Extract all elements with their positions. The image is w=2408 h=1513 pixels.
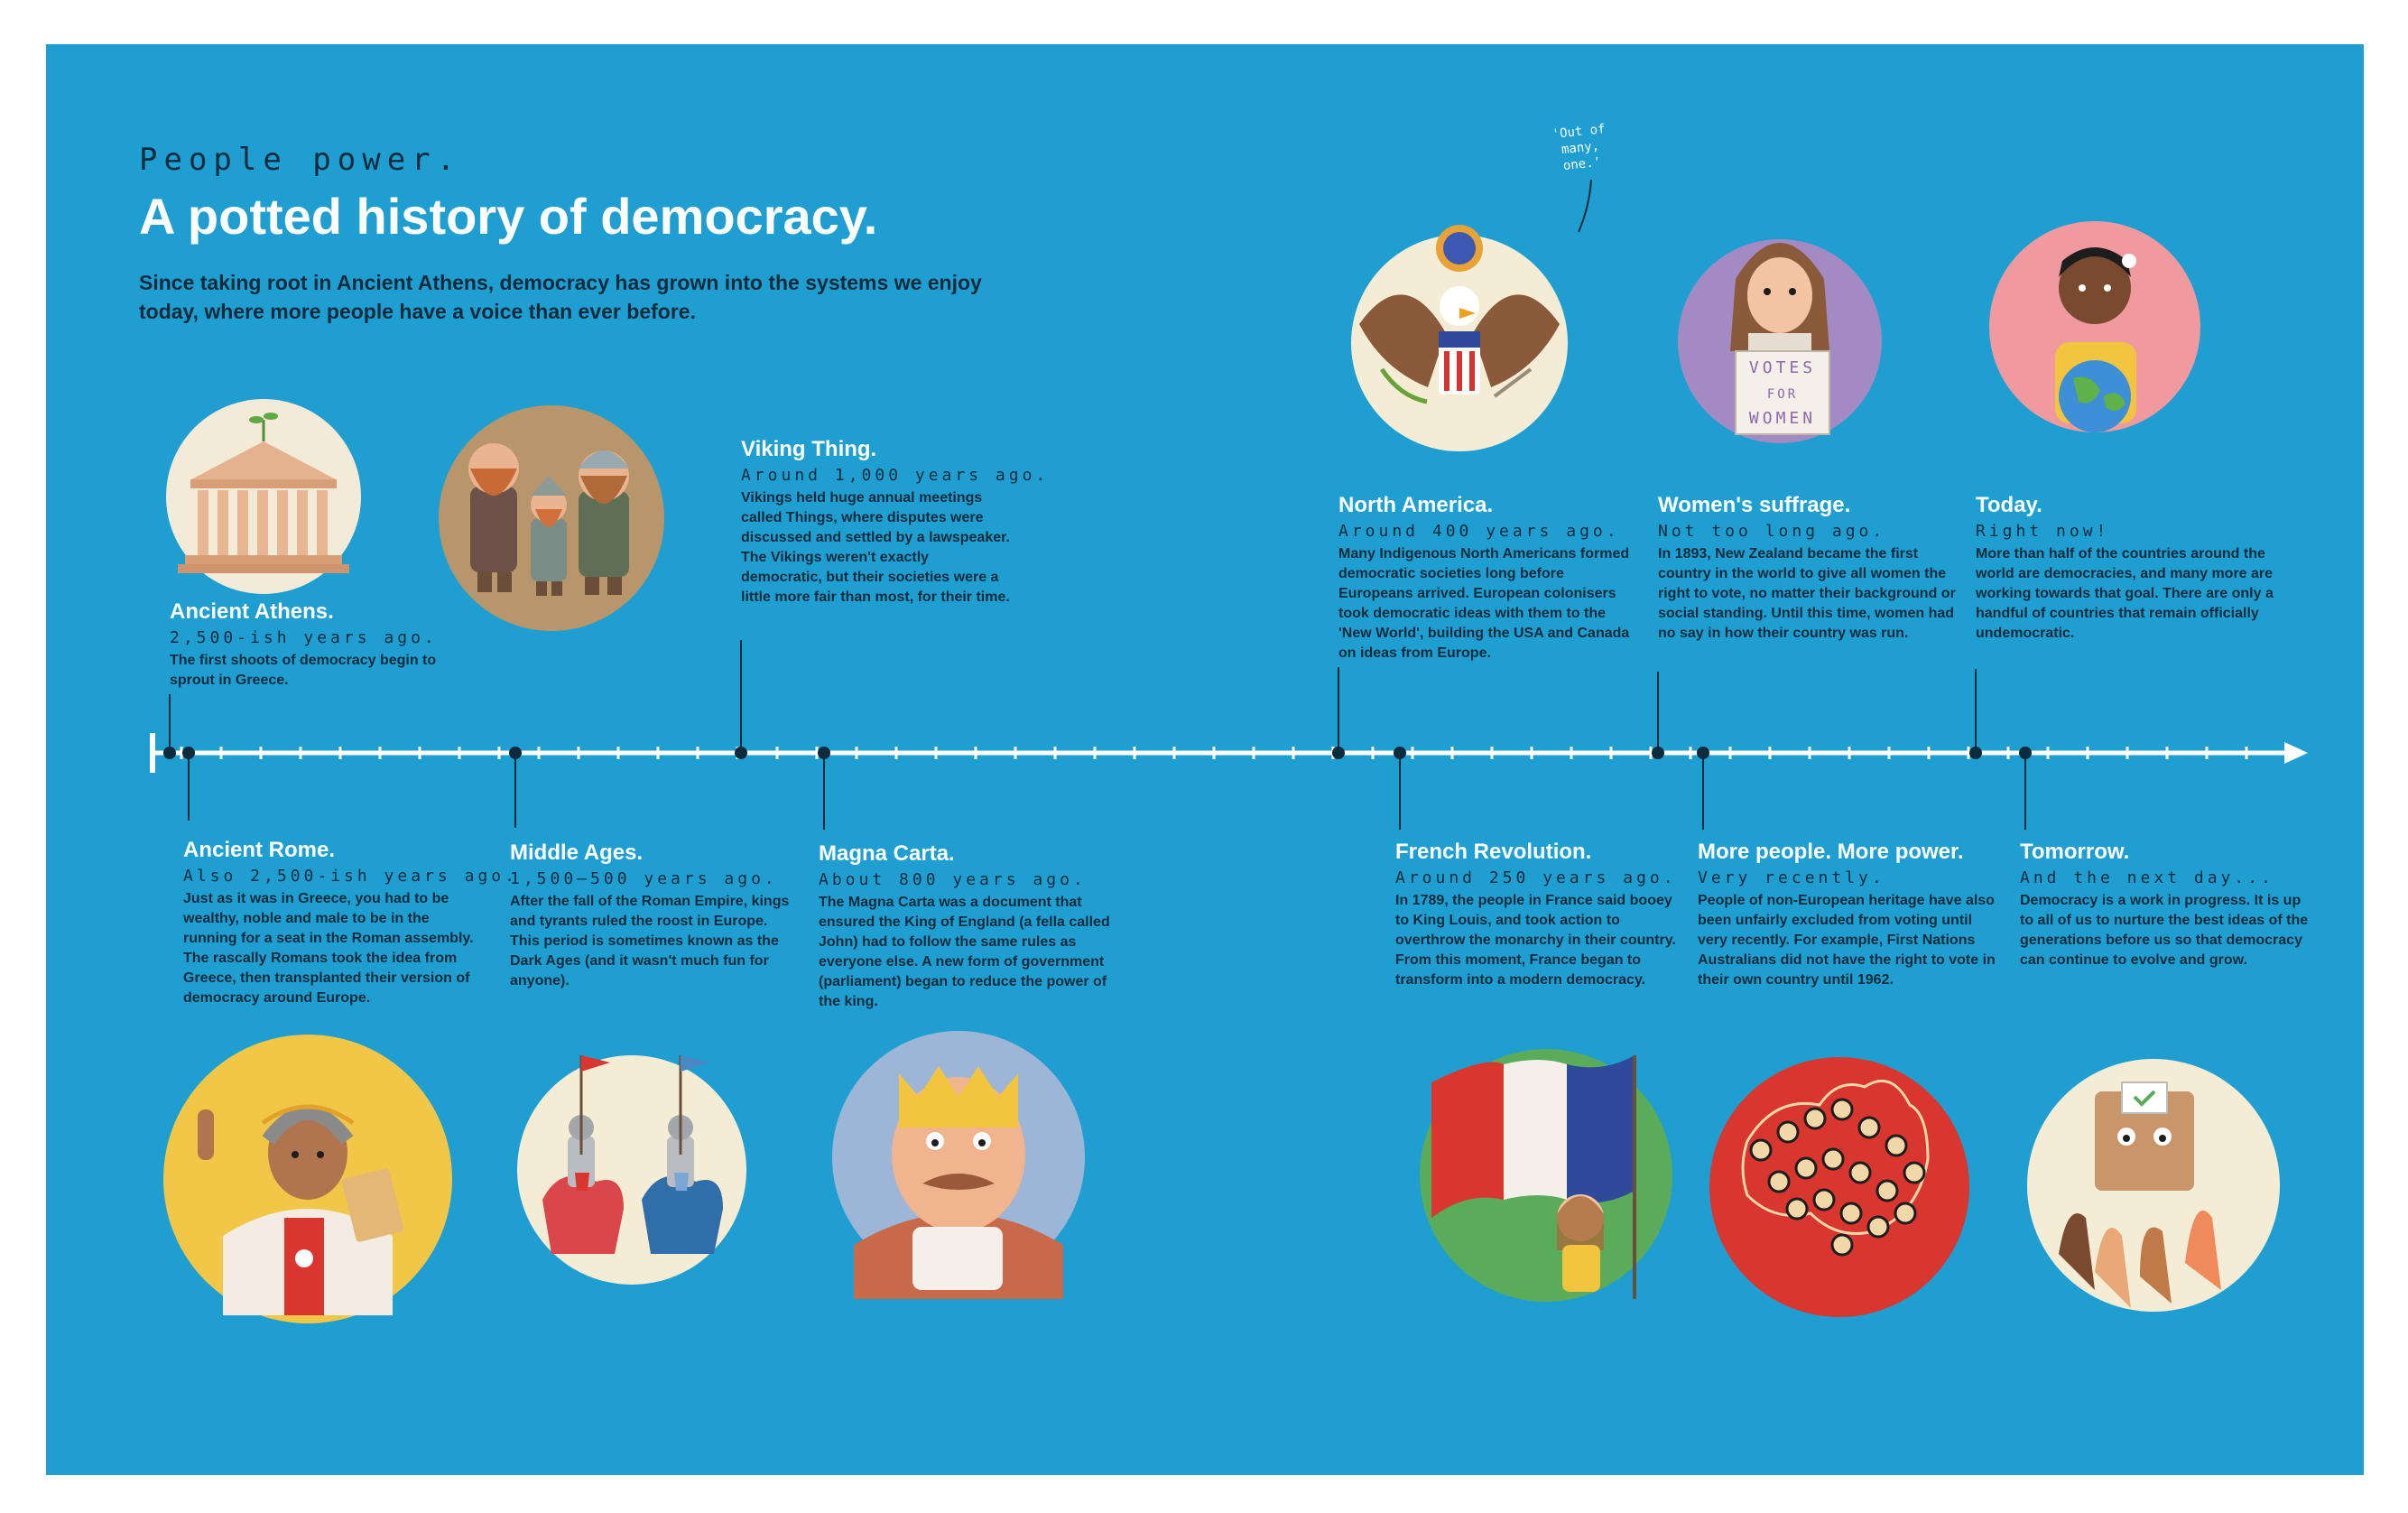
timeline-dot xyxy=(735,747,747,759)
dot-map-circle xyxy=(1823,1149,1843,1169)
motto-annotation: 'Out of many, one.' xyxy=(1551,122,1607,174)
event-magna-carta xyxy=(819,841,1116,1012)
event-title: French Revolution. xyxy=(1395,840,1592,864)
dot-map-circle xyxy=(1895,1203,1915,1223)
page-title: A potted history of democracy. xyxy=(139,188,878,245)
dot-map-circle xyxy=(1904,1163,1924,1183)
eagle-seal-illustration xyxy=(1351,225,1568,451)
dot-map-circle xyxy=(1787,1199,1807,1219)
dot-map-circle xyxy=(1778,1122,1798,1142)
child-globe-illustration xyxy=(1989,221,2200,432)
event-when: Very recently. xyxy=(1698,868,1885,887)
event-north-america xyxy=(1338,493,1636,664)
event-middle-ages xyxy=(510,840,799,991)
event-when: 2,500-ish years ago. xyxy=(170,628,438,647)
timeline-dot xyxy=(818,747,830,759)
dot-map-circle xyxy=(1868,1217,1888,1237)
dot-map-circle xyxy=(1796,1158,1816,1178)
event-when: 1,500–500 years ago. xyxy=(510,869,778,888)
dot-map-circle xyxy=(1841,1203,1861,1223)
event-text: In 1893, New Zealand became the first country in the world to give all women the right to vote, no matter their background or social standing. Until this time, women had no say in how their country was run. xyxy=(1658,546,1956,641)
dot-map-circle xyxy=(1877,1181,1897,1201)
dot-map-circle xyxy=(1859,1118,1879,1137)
vikings-illustration xyxy=(439,405,664,631)
event-viking-thing xyxy=(741,437,1050,608)
roman-senator-illustration xyxy=(163,1035,452,1323)
sign-women: WOMEN xyxy=(1748,409,1817,428)
dot-map-circle xyxy=(1769,1172,1789,1192)
motto-pointer xyxy=(1579,180,1591,232)
event-title: Today. xyxy=(1976,493,2042,517)
event-text: The Magna Carta was a document that ensured the King of England (a fella called John) had to follow the same rules as everyone else. A new form of government (parliament) began to reduce the power of the king. xyxy=(819,895,1110,1009)
event-title: North America. xyxy=(1338,493,1494,517)
timeline-dot xyxy=(1969,747,1982,759)
event-text: After the fall of the Roman Empire, kings and tyrants ruled the roost in Europe. This period is sometimes known as the Dark Ages (and it wasn't much fun for anyone). xyxy=(510,894,790,989)
event-text: In 1789, the people in France said booey to King Louis, and took action to overthrow the monarchy in their country. From this moment, France began to transform into a modern democracy. xyxy=(1395,893,1676,988)
dot-map-circle xyxy=(1850,1163,1870,1183)
event-text: People of non-European heritage have also been unfairly excluded from voting until very recently. For example, First Nations Australians did not have the right to vote in their own country until 1962. xyxy=(1698,893,1996,988)
timeline-dot xyxy=(2019,747,2032,759)
illustrations-layer xyxy=(46,44,2364,1475)
timeline-dot xyxy=(1394,747,1406,759)
timeline-dot xyxy=(1332,747,1345,759)
event-title: Ancient Rome. xyxy=(183,838,336,862)
event-ancient-athens xyxy=(170,599,440,691)
timeline-dot xyxy=(182,747,195,759)
event-when: Right now! xyxy=(1976,522,2110,541)
event-when: Around 1,000 years ago. xyxy=(741,466,1050,485)
event-when: Also 2,500-ish years ago. xyxy=(183,867,518,886)
knights-illustration xyxy=(517,1055,746,1285)
dot-map-circle xyxy=(1814,1190,1834,1210)
event-title: Magna Carta. xyxy=(819,841,955,866)
event-text: Vikings held huge annual meetings called Things, where disputes were discussed and settled by a lawspeaker. The Vikings weren't exactly democratic, but their societies were a little more fair than most, for their time. xyxy=(741,490,1010,605)
event-ancient-rome xyxy=(183,838,518,1008)
king-illustration xyxy=(832,1031,1085,1299)
event-text: Democracy is a work in progress. It is up to all of us to nurture the best ideas of the generations before us so that democracy can continue to evolve and grow. xyxy=(2020,893,2309,968)
sign-votes: VOTES xyxy=(1748,358,1817,377)
timeline-arrow-icon xyxy=(2284,742,2308,764)
dot-map-circle xyxy=(1751,1140,1771,1160)
event-more-people-more-power xyxy=(1698,840,1996,990)
dot-map-circle xyxy=(1832,1235,1852,1255)
event-today xyxy=(1976,493,2274,644)
event-title: Tomorrow. xyxy=(2020,840,2130,864)
event-when: Around 250 years ago. xyxy=(1395,868,1677,887)
event-when: And the next day... xyxy=(2020,868,2274,887)
event-text: Many Indigenous North Americans formed democratic societies long before Europeans arrived. European colonisers took democratic ideas with them to the 'New World', building the USA and Canada on ideas from Europe. xyxy=(1338,546,1630,661)
event-title: More people. More power. xyxy=(1698,840,1964,864)
event-when: Around 400 years ago. xyxy=(1338,522,1620,541)
french-flag-illustration xyxy=(1420,1049,1672,1302)
event-when: Not too long ago. xyxy=(1658,522,1886,541)
event-title: Middle Ages. xyxy=(510,840,644,865)
suffragette-illustration xyxy=(1678,239,1882,443)
dot-map-circle xyxy=(1886,1136,1906,1156)
event-french-revolution xyxy=(1395,840,1684,990)
timeline-dot xyxy=(1697,747,1709,759)
dot-map-circle xyxy=(1832,1100,1852,1119)
event-womens-suffrage xyxy=(1658,493,1956,644)
event-tomorrow xyxy=(2020,840,2309,970)
dot-map-circle xyxy=(1805,1109,1825,1128)
sign-for: FOR xyxy=(1766,387,1799,402)
event-text: The first shoots of democracy begin to sprout in Greece. xyxy=(170,653,437,688)
intro-text: Since taking root in Ancient Athens, democracy has grown into the systems we enjoy today, where more people have a voice than ever before. xyxy=(139,271,982,323)
timeline-dot xyxy=(509,747,522,759)
event-text: Just as it was in Greece, you had to be wealthy, noble and male to be in the running for a seat in the Roman assembly. The rascally Romans took the idea from Greece, then transplanted their version of democracy around Europe. xyxy=(183,891,474,1006)
timeline xyxy=(153,640,2308,830)
event-text: More than half of the countries around the world are democracies, and many more are working towards that goal. There are only a handful of countries that remain officially undemocratic. xyxy=(1976,546,2274,641)
event-when: About 800 years ago. xyxy=(819,870,1087,889)
kicker: People power. xyxy=(139,142,462,178)
athens-temple-illustration xyxy=(166,399,361,594)
event-title: Women's suffrage. xyxy=(1658,493,1851,517)
event-title: Ancient Athens. xyxy=(170,599,334,624)
event-title: Viking Thing. xyxy=(741,437,877,461)
infographic-panel xyxy=(46,44,2364,1475)
australia-dot-map-illustration xyxy=(1709,1057,1969,1317)
timeline-dot xyxy=(1652,747,1664,759)
ballot-box-illustration xyxy=(2027,1059,2280,1312)
timeline-dot xyxy=(163,747,176,759)
